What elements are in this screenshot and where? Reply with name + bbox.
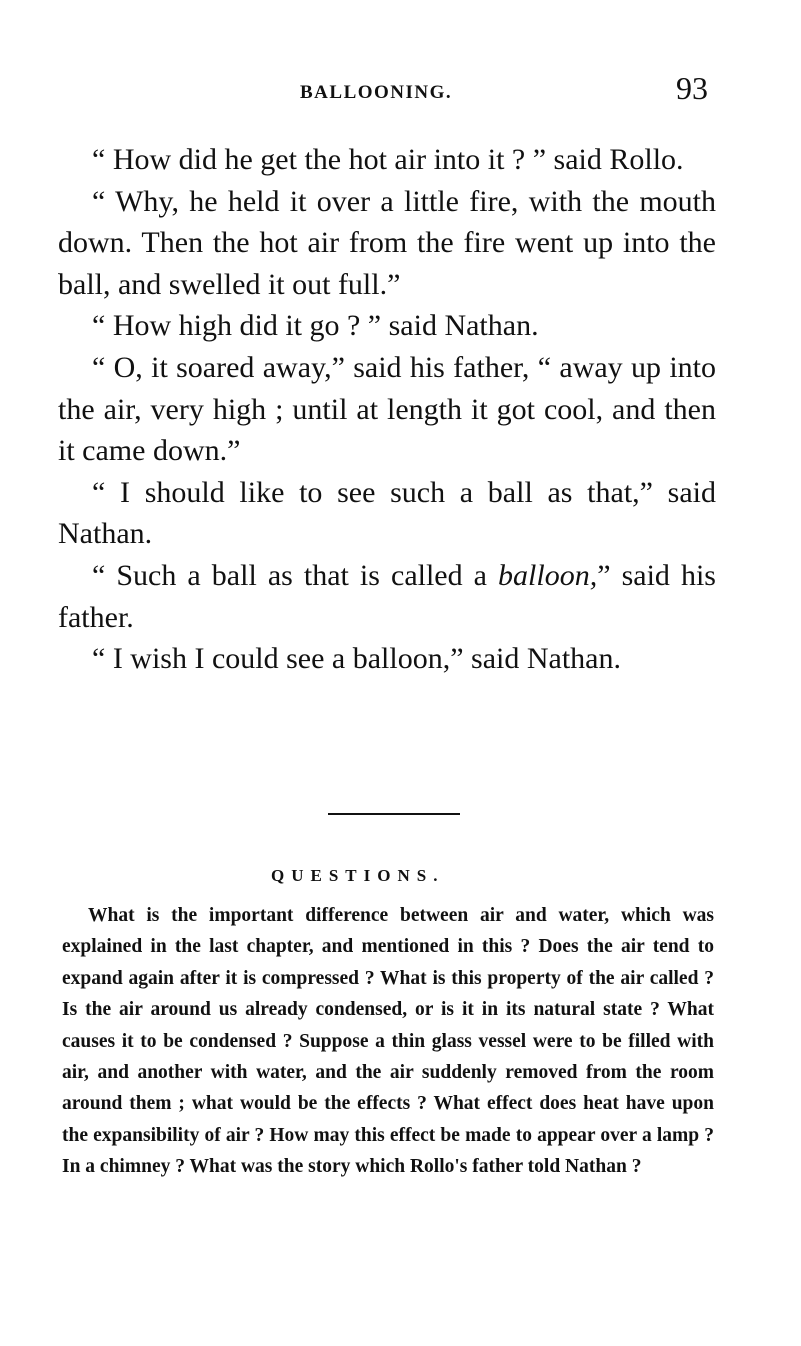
paragraph: “ I should like to see such a ball as that,” said Nathan. (58, 475, 716, 551)
questions-heading: QUESTIONS. (271, 866, 445, 885)
paragraph: “ I wish I could see a balloon,” said Nathan. (92, 642, 621, 676)
paragraph: “ How did he get the hot air into it ? ” said Rollo. (92, 143, 684, 176)
paragraph (58, 555, 716, 638)
paragraph-tail: ” said his father. (58, 558, 716, 634)
section-divider (328, 813, 460, 815)
paragraph: “ O, it soared away,” said his father, “ away up into the air, very high ; until at length it got cool, and then it came down.” (58, 350, 716, 468)
paragraph: “ How high did it go ? ” said Nathan. (92, 309, 539, 343)
paragraph: “ Why, he held it over a little fire, with the mouth down. Then the hot air from the fire went up into the ball, and swelled it out full.” (58, 184, 716, 301)
questions-text: What is the important difference between air and water, which was explained in the last chapter, and mentioned in this ? Does the air tend to expand again after it is compressed ? What is this property of the air called ? Is the air around us already condensed, or is it in its natural state ? What causes it to be condensed ? Suppose a thin glass vessel were to be filled with air, and another with water, and the air suddenly removed from the room around them ; what would be the effects ? What effect does heat have upon the expansibility of air ? How may this effect be made to appear over a lamp ? In a chimney ? What was the story which Rollo's father told Nathan ? (62, 905, 714, 1178)
body-text (58, 139, 716, 680)
emphasis-word: balloon, (498, 558, 598, 592)
running-title: BALLOONING. (300, 82, 453, 103)
page-number: 93 (676, 70, 708, 106)
paragraph-lead: “ Such a ball as that is called a (92, 558, 499, 592)
